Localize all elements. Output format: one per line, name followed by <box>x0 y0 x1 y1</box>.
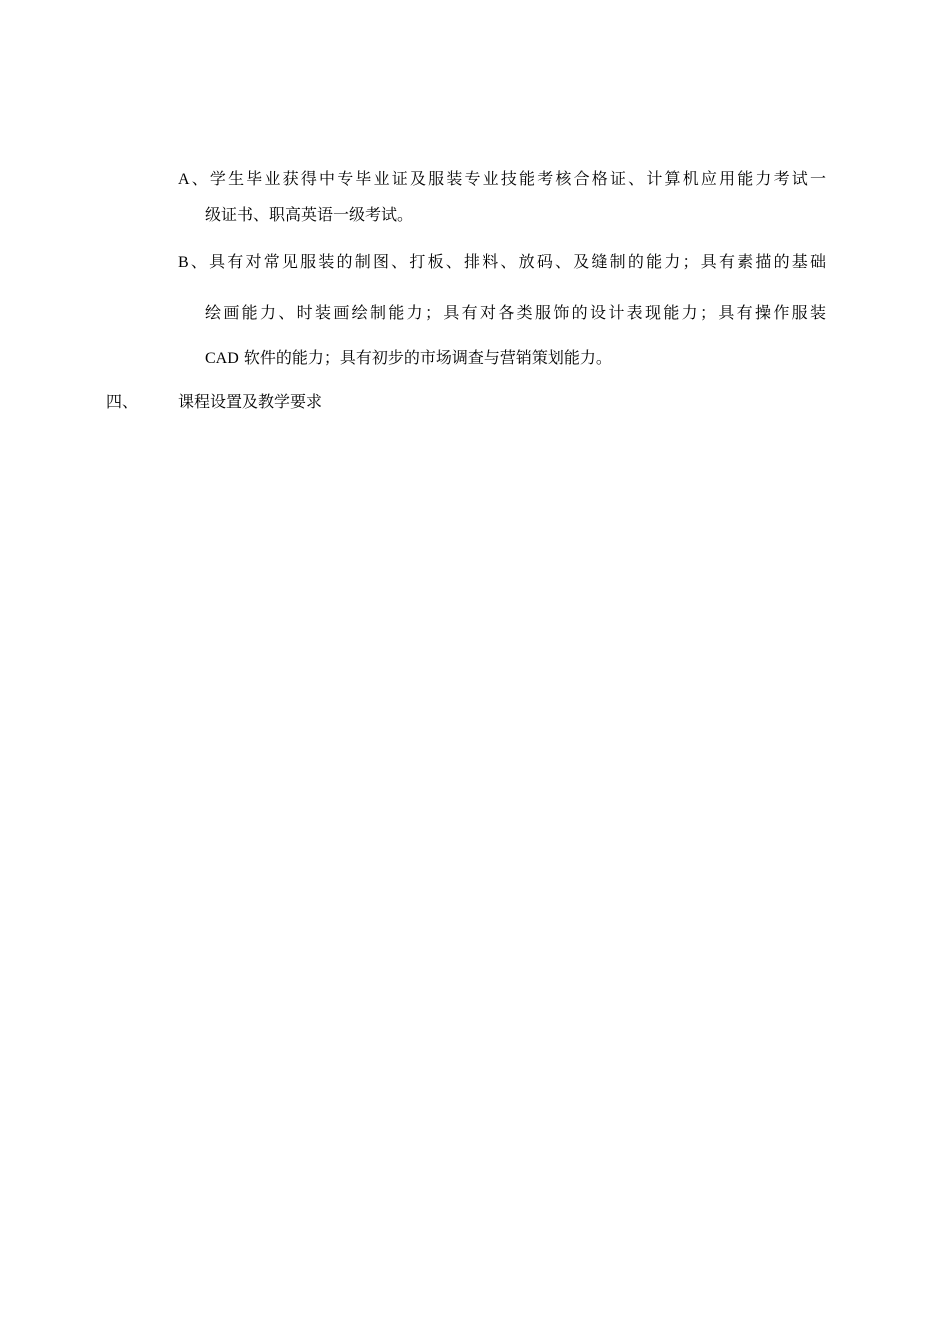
requirement-b-text-3: 软件的能力；具有初步的市场调查与营销策划能力。 <box>238 348 612 367</box>
requirement-b-text-1: 、具有对常见服装的制图、打板、排料、放码、及缝制的能力；具有素描的基础 <box>188 252 826 271</box>
requirement-b-line-2: 绘画能力、时装画绘制能力；具有对各类服饰的设计表现能力；具有操作服装 <box>205 303 826 322</box>
requirement-b-cad-term: CAD <box>205 350 239 367</box>
requirement-a-line-1 <box>178 169 826 189</box>
section-title: 课程设置及教学要求 <box>178 392 323 411</box>
requirement-b-line-1 <box>178 252 826 272</box>
requirement-a-marker: A <box>178 171 190 188</box>
requirement-b-line-3 <box>205 348 612 369</box>
requirement-b-marker: B <box>178 254 189 271</box>
requirement-a-text-1: 、学生毕业获得中专毕业证及服装专业技能考核合格证、计算机应用能力考试一 <box>189 169 826 188</box>
requirement-a-line-2: 级证书、职高英语一级考试。 <box>205 205 414 224</box>
section-number: 四、 <box>106 392 139 411</box>
